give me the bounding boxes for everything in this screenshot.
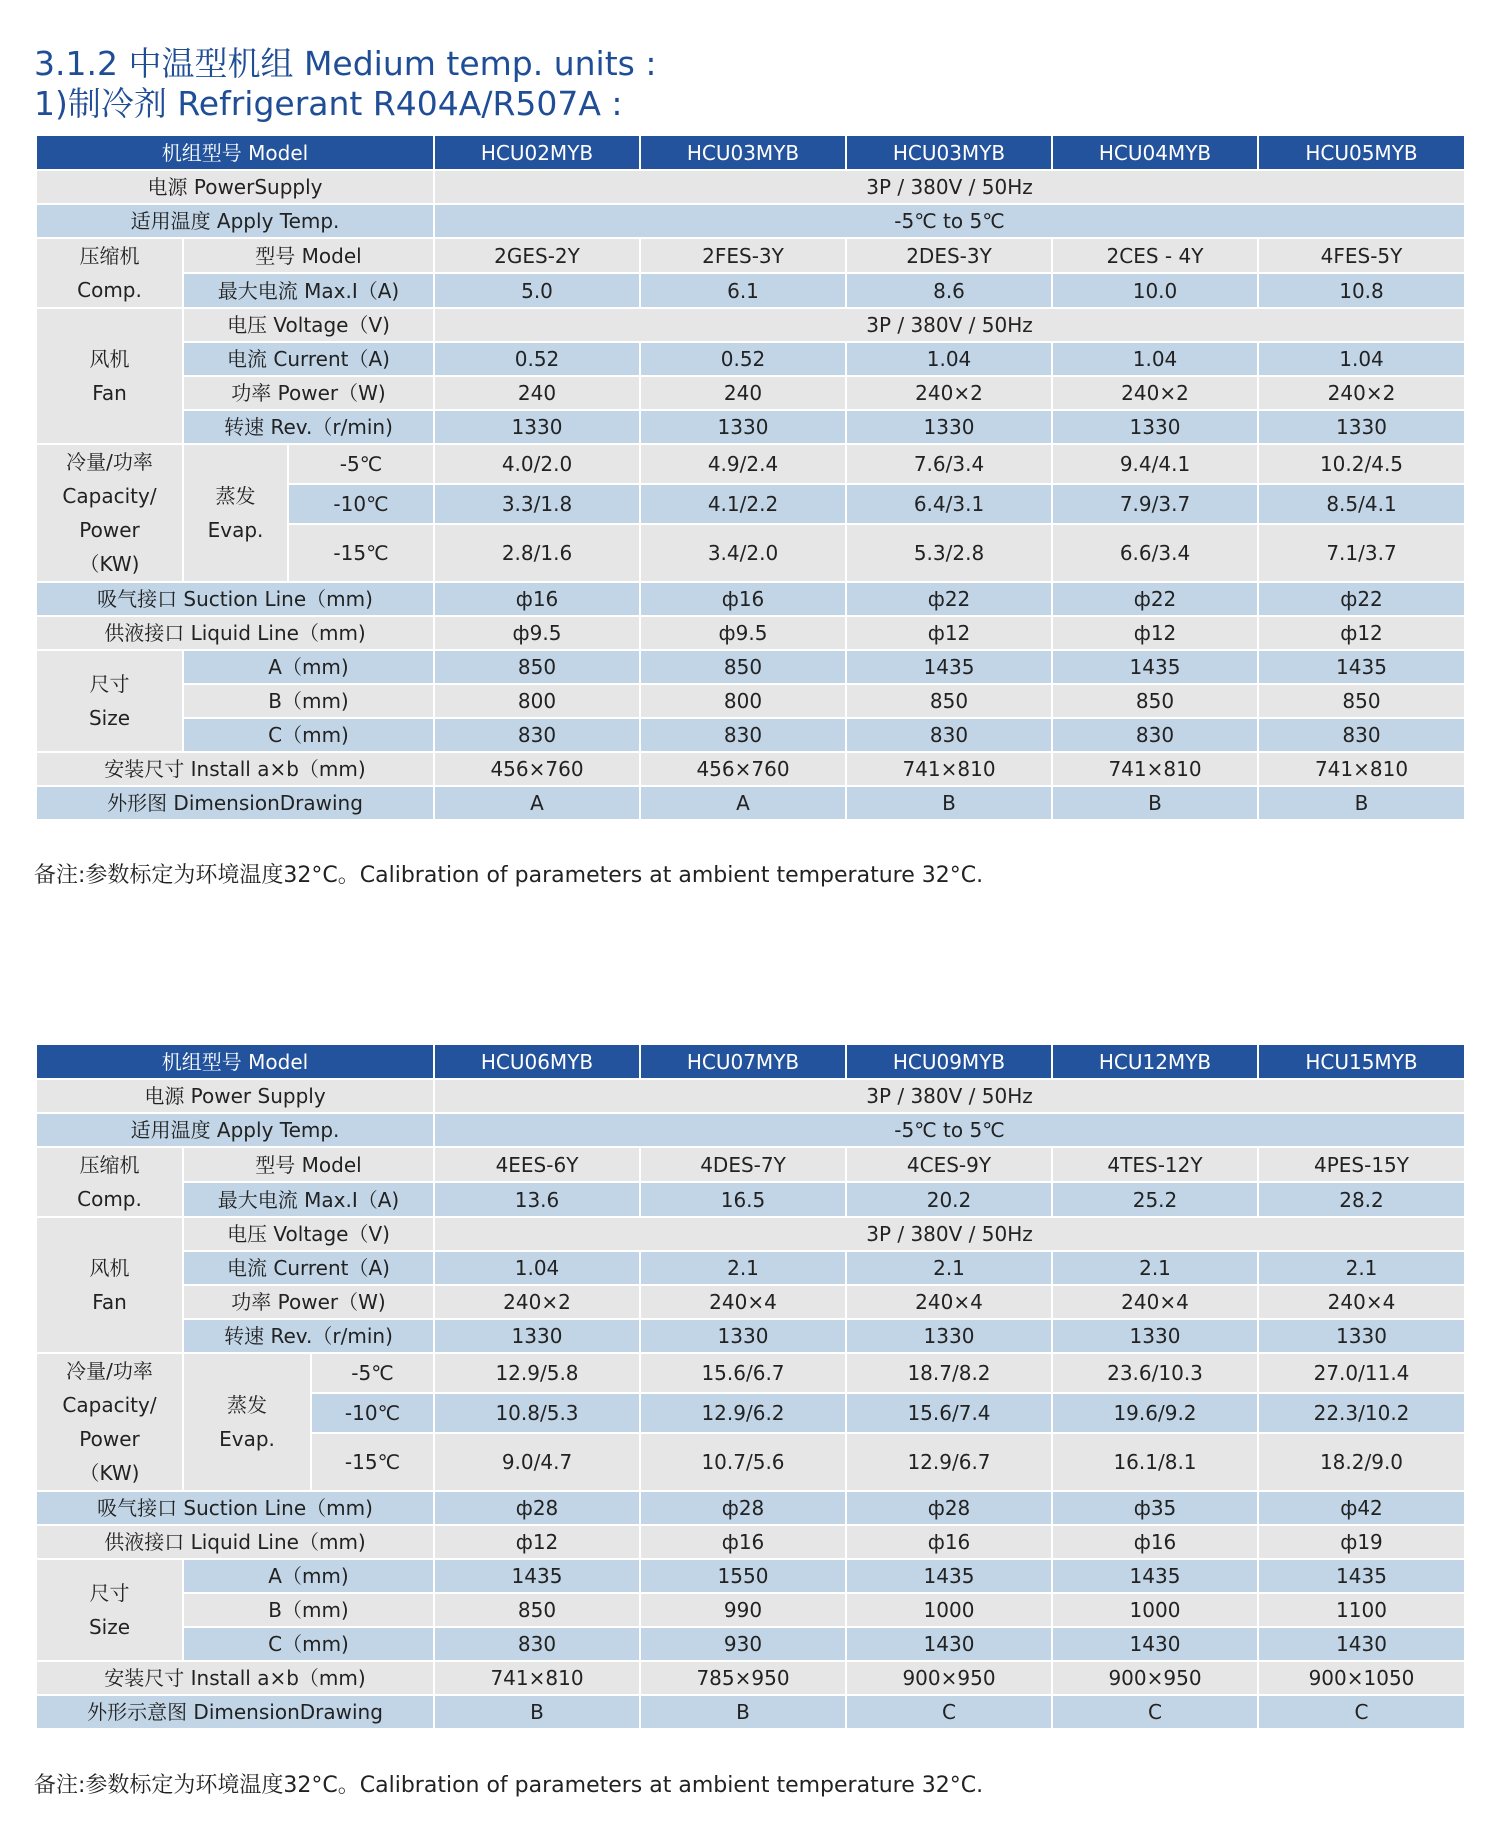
size-b: 850 xyxy=(434,1593,640,1627)
compressor-current: 8.6 xyxy=(846,273,1052,308)
liquid-size: ф19 xyxy=(1258,1525,1465,1559)
row-label: 转速 Rev.（r/min) xyxy=(183,410,434,444)
capacity-group-label: 冷量/功率 Capacity/ Power （KW) xyxy=(36,1353,183,1491)
size-b: 1000 xyxy=(1052,1593,1258,1627)
compressor-model: 4EES-6Y xyxy=(434,1147,640,1182)
dimension-drawing: B xyxy=(640,1695,846,1729)
dimension-drawing: B xyxy=(1258,786,1465,820)
suction-size: ф22 xyxy=(846,582,1052,616)
install-size: 741×810 xyxy=(1258,752,1465,786)
size-c: 830 xyxy=(640,718,846,752)
install-size: 741×810 xyxy=(434,1661,640,1695)
row-label: 电源 Power Supply xyxy=(36,1079,434,1113)
refrigerant-subtitle: 1)制冷剂 Refrigerant R404A/R507A : xyxy=(34,84,623,123)
row-label: C（mm) xyxy=(183,718,434,752)
fan-voltage-row xyxy=(36,308,1465,342)
dimension-drawing: B xyxy=(434,1695,640,1729)
size-a: 1550 xyxy=(640,1559,846,1593)
liquid-size: ф9.5 xyxy=(434,616,640,650)
size-c: 830 xyxy=(434,718,640,752)
row-label: 电压 Voltage（V) xyxy=(183,308,434,342)
compressor-model: 4DES-7Y xyxy=(640,1147,846,1182)
size-b: 850 xyxy=(1258,684,1465,718)
suction-row xyxy=(36,1491,1465,1525)
size-a-row xyxy=(36,650,1465,684)
size-a: 850 xyxy=(640,650,846,684)
liquid-size: ф16 xyxy=(640,1525,846,1559)
fan-current: 1.04 xyxy=(846,342,1052,376)
evap-label: 蒸发 Evap. xyxy=(183,444,288,582)
install-row xyxy=(36,1661,1465,1695)
fan-rev: 1330 xyxy=(1258,1319,1465,1353)
apply-temp-value: -5℃ to 5℃ xyxy=(434,1113,1465,1147)
suction-size: ф28 xyxy=(846,1491,1052,1525)
capacity-value: 19.6/9.2 xyxy=(1052,1393,1258,1433)
capacity-value: 2.8/1.6 xyxy=(434,524,640,583)
install-size: 900×950 xyxy=(1052,1661,1258,1695)
liquid-size: ф9.5 xyxy=(640,616,846,650)
fan-rev: 1330 xyxy=(640,410,846,444)
suction-size: ф22 xyxy=(1052,582,1258,616)
dimension-drawing: A xyxy=(640,786,846,820)
row-label: C（mm) xyxy=(183,1627,434,1661)
spec-table-1 xyxy=(35,134,1466,821)
dimension-drawing: C xyxy=(1258,1695,1465,1729)
size-a: 1435 xyxy=(1258,650,1465,684)
compressor-current-row xyxy=(36,1182,1465,1217)
table-header-row xyxy=(36,135,1465,170)
compressor-group-label: 压缩机 Comp. xyxy=(36,238,183,308)
compressor-model-row xyxy=(36,238,1465,273)
capacity-value: 10.7/5.6 xyxy=(640,1433,846,1492)
row-label: 安装尺寸 Install a×b（mm) xyxy=(36,1661,434,1695)
model-name: HCU07MYB xyxy=(640,1044,846,1079)
capacity-value: 7.9/3.7 xyxy=(1052,484,1258,524)
compressor-model: 2GES-2Y xyxy=(434,238,640,273)
size-a: 1435 xyxy=(1258,1559,1465,1593)
fan-power: 240×4 xyxy=(1052,1285,1258,1319)
row-label: 电源 PowerSupply xyxy=(36,170,434,204)
row-label: 适用温度 Apply Temp. xyxy=(36,204,434,238)
fan-rev: 1330 xyxy=(434,1319,640,1353)
calibration-note-1: 备注:参数标定为环境温度32°C。Calibration of parameters at ambient temperature 32°C. xyxy=(34,863,984,888)
apply-temp-row xyxy=(36,1113,1465,1147)
size-a: 1435 xyxy=(1052,650,1258,684)
fan-current-row xyxy=(36,1251,1465,1285)
compressor-model: 2DES-3Y xyxy=(846,238,1052,273)
size-a-row xyxy=(36,1559,1465,1593)
row-label: 最大电流 Max.I（A) xyxy=(183,1182,434,1217)
fan-current: 2.1 xyxy=(1258,1251,1465,1285)
calibration-note-2: 备注:参数标定为环境温度32°C。Calibration of parameters at ambient temperature 32°C. xyxy=(34,1773,984,1798)
install-size: 900×950 xyxy=(846,1661,1052,1695)
capacity-value: 12.9/6.7 xyxy=(846,1433,1052,1492)
capacity-value: 4.9/2.4 xyxy=(640,444,846,484)
fan-rev: 1330 xyxy=(846,410,1052,444)
size-b-row xyxy=(36,1593,1465,1627)
compressor-model: 4CES-9Y xyxy=(846,1147,1052,1182)
row-label: A（mm) xyxy=(183,1559,434,1593)
fan-current: 1.04 xyxy=(1052,342,1258,376)
capacity-value: 9.0/4.7 xyxy=(434,1433,640,1492)
section-title: 3.1.2 中温型机组 Medium temp. units : xyxy=(34,44,657,83)
row-label: 型号 Model xyxy=(183,1147,434,1182)
size-c: 830 xyxy=(846,718,1052,752)
power-supply-row xyxy=(36,1079,1465,1113)
fan-power: 240 xyxy=(640,376,846,410)
size-b: 800 xyxy=(640,684,846,718)
fan-rev-row xyxy=(36,410,1465,444)
evap-temp: -10℃ xyxy=(311,1393,434,1433)
compressor-current: 6.1 xyxy=(640,273,846,308)
row-label: 外形图 DimensionDrawing xyxy=(36,786,434,820)
size-b: 850 xyxy=(846,684,1052,718)
capacity-value: 7.1/3.7 xyxy=(1258,524,1465,583)
install-size: 741×810 xyxy=(846,752,1052,786)
spec-table-2 xyxy=(35,1043,1466,1730)
dimension-drawing: B xyxy=(846,786,1052,820)
row-label: 功率 Power（W) xyxy=(183,376,434,410)
model-name: HCU06MYB xyxy=(434,1044,640,1079)
size-c: 1430 xyxy=(846,1627,1052,1661)
fan-power-row xyxy=(36,376,1465,410)
liquid-row xyxy=(36,1525,1465,1559)
capacity-value: 15.6/7.4 xyxy=(846,1393,1052,1433)
size-b: 990 xyxy=(640,1593,846,1627)
model-name: HCU03MYB xyxy=(640,135,846,170)
capacity-value: 3.4/2.0 xyxy=(640,524,846,583)
size-a: 1435 xyxy=(434,1559,640,1593)
apply-temp-value: -5℃ to 5℃ xyxy=(434,204,1465,238)
dimension-drawing: A xyxy=(434,786,640,820)
compressor-current: 10.8 xyxy=(1258,273,1465,308)
fan-rev-row xyxy=(36,1319,1465,1353)
capacity-row-1 xyxy=(36,444,1465,484)
fan-power: 240×4 xyxy=(1258,1285,1465,1319)
fan-rev: 1330 xyxy=(640,1319,846,1353)
fan-current-row xyxy=(36,342,1465,376)
fan-power-row xyxy=(36,1285,1465,1319)
size-a: 850 xyxy=(434,650,640,684)
capacity-value: 8.5/4.1 xyxy=(1258,484,1465,524)
install-size: 741×810 xyxy=(1052,752,1258,786)
suction-size: ф16 xyxy=(434,582,640,616)
fan-power: 240×2 xyxy=(846,376,1052,410)
compressor-model: 4FES-5Y xyxy=(1258,238,1465,273)
compressor-group-label: 压缩机 Comp. xyxy=(36,1147,183,1217)
liquid-size: ф12 xyxy=(1052,616,1258,650)
size-c: 830 xyxy=(434,1627,640,1661)
fan-current: 2.1 xyxy=(640,1251,846,1285)
compressor-current: 10.0 xyxy=(1052,273,1258,308)
fan-power: 240×4 xyxy=(846,1285,1052,1319)
fan-voltage-row xyxy=(36,1217,1465,1251)
model-name: HCU03MYB xyxy=(846,135,1052,170)
size-c-row xyxy=(36,718,1465,752)
compressor-model: 2CES - 4Y xyxy=(1052,238,1258,273)
row-label: 电压 Voltage（V) xyxy=(183,1217,434,1251)
apply-temp-row xyxy=(36,204,1465,238)
row-label: 供液接口 Liquid Line（mm) xyxy=(36,616,434,650)
suction-row xyxy=(36,582,1465,616)
fan-current: 2.1 xyxy=(1052,1251,1258,1285)
suction-size: ф16 xyxy=(640,582,846,616)
capacity-value: 3.3/1.8 xyxy=(434,484,640,524)
fan-rev: 1330 xyxy=(434,410,640,444)
fan-current: 1.04 xyxy=(1258,342,1465,376)
evap-temp: -5℃ xyxy=(311,1353,434,1393)
row-label: B（mm) xyxy=(183,684,434,718)
size-c: 1430 xyxy=(1052,1627,1258,1661)
fan-voltage-value: 3P / 380V / 50Hz xyxy=(434,1217,1465,1251)
liquid-size: ф16 xyxy=(846,1525,1052,1559)
row-label: 功率 Power（W) xyxy=(183,1285,434,1319)
size-group-label: 尺寸 Size xyxy=(36,650,183,752)
size-group-label: 尺寸 Size xyxy=(36,1559,183,1661)
row-label: 适用温度 Apply Temp. xyxy=(36,1113,434,1147)
row-label: 外形示意图 DimensionDrawing xyxy=(36,1695,434,1729)
fan-current: 1.04 xyxy=(434,1251,640,1285)
compressor-model: 4TES-12Y xyxy=(1052,1147,1258,1182)
capacity-value: 18.7/8.2 xyxy=(846,1353,1052,1393)
capacity-value: 10.8/5.3 xyxy=(434,1393,640,1433)
fan-power: 240×2 xyxy=(1052,376,1258,410)
fan-voltage-value: 3P / 380V / 50Hz xyxy=(434,308,1465,342)
row-label: 最大电流 Max.I（A) xyxy=(183,273,434,308)
compressor-model: 2FES-3Y xyxy=(640,238,846,273)
compressor-current: 16.5 xyxy=(640,1182,846,1217)
capacity-value: 6.6/3.4 xyxy=(1052,524,1258,583)
fan-power: 240×2 xyxy=(434,1285,640,1319)
size-c: 930 xyxy=(640,1627,846,1661)
capacity-value: 6.4/3.1 xyxy=(846,484,1052,524)
row-label: 型号 Model xyxy=(183,238,434,273)
model-header: 机组型号 Model xyxy=(36,1044,434,1079)
model-name: HCU12MYB xyxy=(1052,1044,1258,1079)
size-b: 1100 xyxy=(1258,1593,1465,1627)
suction-size: ф28 xyxy=(434,1491,640,1525)
install-size: 900×1050 xyxy=(1258,1661,1465,1695)
capacity-group-label: 冷量/功率 Capacity/ Power （KW) xyxy=(36,444,183,582)
fan-rev: 1330 xyxy=(1258,410,1465,444)
dimension-drawing: C xyxy=(846,1695,1052,1729)
model-name: HCU15MYB xyxy=(1258,1044,1465,1079)
row-label: 吸气接口 Suction Line（mm) xyxy=(36,1491,434,1525)
drawing-row xyxy=(36,786,1465,820)
evap-temp: -5℃ xyxy=(288,444,434,484)
compressor-current: 20.2 xyxy=(846,1182,1052,1217)
fan-rev: 1330 xyxy=(846,1319,1052,1353)
size-b: 800 xyxy=(434,684,640,718)
capacity-value: 10.2/4.5 xyxy=(1258,444,1465,484)
fan-rev: 1330 xyxy=(1052,410,1258,444)
capacity-value: 4.1/2.2 xyxy=(640,484,846,524)
size-c: 830 xyxy=(1052,718,1258,752)
compressor-current-row xyxy=(36,273,1465,308)
dimension-drawing: B xyxy=(1052,786,1258,820)
capacity-value: 4.0/2.0 xyxy=(434,444,640,484)
suction-size: ф42 xyxy=(1258,1491,1465,1525)
capacity-value: 7.6/3.4 xyxy=(846,444,1052,484)
drawing-row xyxy=(36,1695,1465,1729)
install-size: 456×760 xyxy=(640,752,846,786)
fan-current: 0.52 xyxy=(640,342,846,376)
compressor-current: 28.2 xyxy=(1258,1182,1465,1217)
capacity-value: 9.4/4.1 xyxy=(1052,444,1258,484)
suction-size: ф28 xyxy=(640,1491,846,1525)
compressor-current: 5.0 xyxy=(434,273,640,308)
install-size: 456×760 xyxy=(434,752,640,786)
liquid-size: ф12 xyxy=(434,1525,640,1559)
capacity-value: 5.3/2.8 xyxy=(846,524,1052,583)
fan-rev: 1330 xyxy=(1052,1319,1258,1353)
capacity-value: 15.6/6.7 xyxy=(640,1353,846,1393)
row-label: 吸气接口 Suction Line（mm) xyxy=(36,582,434,616)
size-b-row xyxy=(36,684,1465,718)
dimension-drawing: C xyxy=(1052,1695,1258,1729)
install-row xyxy=(36,752,1465,786)
power-supply-value: 3P / 380V / 50Hz xyxy=(434,1079,1465,1113)
row-label: A（mm) xyxy=(183,650,434,684)
size-b: 1000 xyxy=(846,1593,1052,1627)
liquid-size: ф12 xyxy=(846,616,1052,650)
model-name: HCU02MYB xyxy=(434,135,640,170)
capacity-value: 27.0/11.4 xyxy=(1258,1353,1465,1393)
compressor-current: 25.2 xyxy=(1052,1182,1258,1217)
size-c: 830 xyxy=(1258,718,1465,752)
capacity-value: 16.1/8.1 xyxy=(1052,1433,1258,1492)
evap-temp: -15℃ xyxy=(311,1433,434,1492)
suction-size: ф35 xyxy=(1052,1491,1258,1525)
install-size: 785×950 xyxy=(640,1661,846,1695)
fan-power: 240×2 xyxy=(1258,376,1465,410)
fan-group-label: 风机 Fan xyxy=(36,1217,183,1353)
liquid-size: ф16 xyxy=(1052,1525,1258,1559)
compressor-model-row xyxy=(36,1147,1465,1182)
capacity-value: 23.6/10.3 xyxy=(1052,1353,1258,1393)
size-a: 1435 xyxy=(846,1559,1052,1593)
row-label: 电流 Current（A) xyxy=(183,342,434,376)
row-label: 供液接口 Liquid Line（mm) xyxy=(36,1525,434,1559)
fan-power: 240 xyxy=(434,376,640,410)
power-supply-row xyxy=(36,170,1465,204)
model-name: HCU04MYB xyxy=(1052,135,1258,170)
size-a: 1435 xyxy=(1052,1559,1258,1593)
capacity-value: 12.9/6.2 xyxy=(640,1393,846,1433)
fan-current: 0.52 xyxy=(434,342,640,376)
table-header-row xyxy=(36,1044,1465,1079)
fan-group-label: 风机 Fan xyxy=(36,308,183,444)
liquid-row xyxy=(36,616,1465,650)
liquid-size: ф12 xyxy=(1258,616,1465,650)
compressor-model: 4PES-15Y xyxy=(1258,1147,1465,1182)
fan-power: 240×4 xyxy=(640,1285,846,1319)
row-label: 安装尺寸 Install a×b（mm) xyxy=(36,752,434,786)
evap-temp: -10℃ xyxy=(288,484,434,524)
model-header: 机组型号 Model xyxy=(36,135,434,170)
fan-current: 2.1 xyxy=(846,1251,1052,1285)
capacity-value: 12.9/5.8 xyxy=(434,1353,640,1393)
capacity-row-1 xyxy=(36,1353,1465,1393)
size-c: 1430 xyxy=(1258,1627,1465,1661)
size-b: 850 xyxy=(1052,684,1258,718)
size-c-row xyxy=(36,1627,1465,1661)
compressor-current: 13.6 xyxy=(434,1182,640,1217)
capacity-value: 22.3/10.2 xyxy=(1258,1393,1465,1433)
row-label: 电流 Current（A) xyxy=(183,1251,434,1285)
model-name: HCU05MYB xyxy=(1258,135,1465,170)
row-label: 转速 Rev.（r/min) xyxy=(183,1319,434,1353)
suction-size: ф22 xyxy=(1258,582,1465,616)
model-name: HCU09MYB xyxy=(846,1044,1052,1079)
size-a: 1435 xyxy=(846,650,1052,684)
power-supply-value: 3P / 380V / 50Hz xyxy=(434,170,1465,204)
evap-temp: -15℃ xyxy=(288,524,434,583)
row-label: B（mm) xyxy=(183,1593,434,1627)
evap-label: 蒸发 Evap. xyxy=(183,1353,311,1491)
capacity-value: 18.2/9.0 xyxy=(1258,1433,1465,1492)
